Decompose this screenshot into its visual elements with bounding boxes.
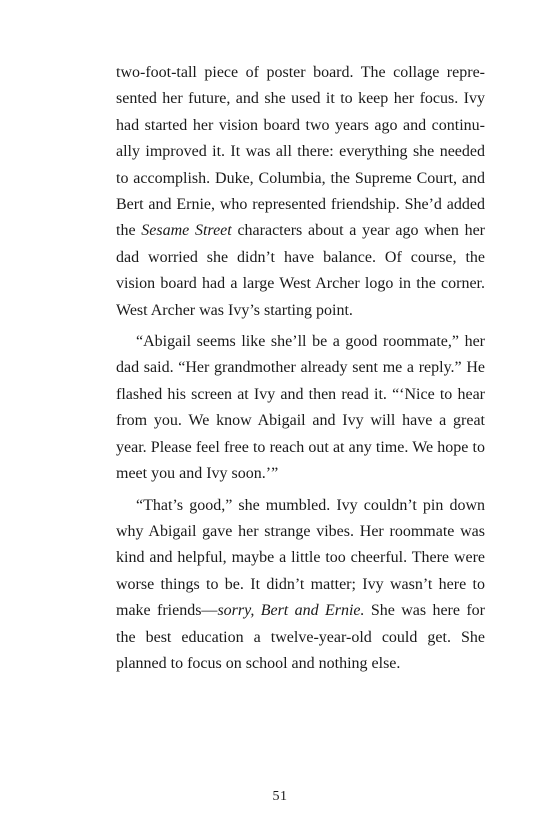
paragraph-3-segment-3: She was here for the best education a twelve-year-old could get. She planned to focus on school and nothing else.	[116, 602, 485, 672]
paragraph-3	[116, 493, 485, 678]
paragraph-2	[116, 329, 485, 487]
paragraph-2-segment-1: “Abigail seems like she’ll be a good roommate,” her dad said. “Her grandmother already sent me a reply.” He flashed his screen at Ivy and then read it. “‘Nice to hear from you. We know Abigail and Ivy will have a great year. Please feel free to reach out at any time. We hope to meet you and Ivy soon.’”	[116, 333, 485, 483]
page-number: 51	[272, 789, 288, 804]
paragraph-1-segment-3: characters about a year ago when her dad worried she didn’t have balance. Of course, the vision board had a large West Archer logo in the corner. West Archer was Ivy’s starting point.	[116, 222, 486, 319]
paragraph-1-segment-1: two-foot-tall piece of poster board. The collage represented her future, and she used it to keep her focus. Ivy had started her vision board two years ago and continually improved it. It was all there: everything she needed to accomplish. Duke, Columbia, the Supreme Court, and Bert and Ernie, who represented friendship. She’d added the	[116, 64, 485, 240]
paragraph-3-segment-1: “That’s good,” she mumbled. Ivy couldn’t pin down why Abigail gave her strange vibes. Her roommate was kind and helpful, maybe a little too cheerful. There were worse things to be. It didn’t matter; Ivy wasn’t here to make friends—	[116, 496, 485, 620]
paragraph-1-italic-title: Sesame Street	[141, 222, 232, 240]
paragraph-3-italic-aside: sorry, Bert and Ernie.	[217, 602, 365, 620]
body-text	[116, 60, 485, 677]
paragraph-1	[116, 60, 485, 324]
